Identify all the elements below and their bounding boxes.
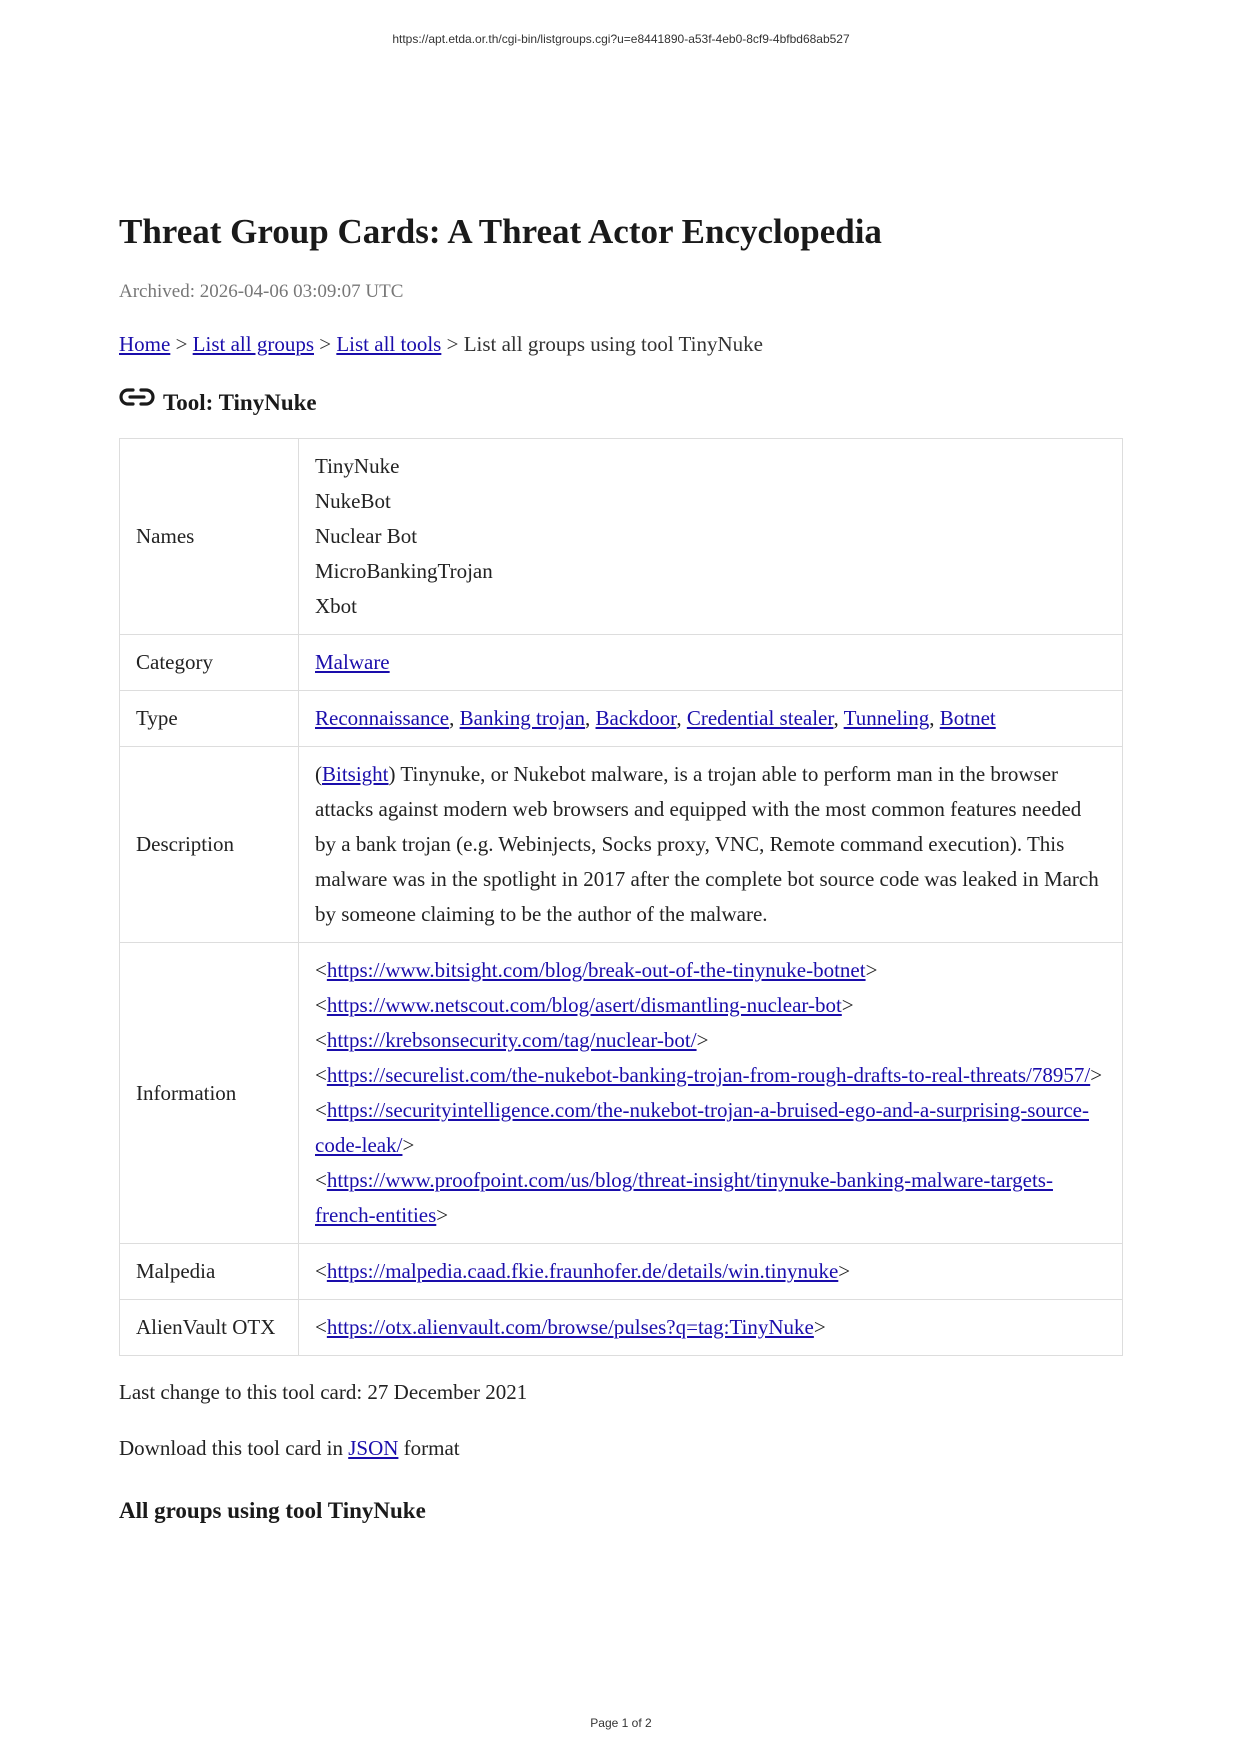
- type-backdoor-link[interactable]: Backdoor: [595, 706, 677, 730]
- breadcrumb-list-tools-link[interactable]: List all tools: [336, 332, 442, 356]
- breadcrumb-home-link[interactable]: Home: [119, 332, 171, 356]
- angle-open: <: [315, 1315, 327, 1339]
- name-item: Xbot: [315, 594, 357, 618]
- type-separator: ,: [585, 706, 596, 730]
- breadcrumb-list-groups-link[interactable]: List all groups: [192, 332, 314, 356]
- malpedia-cell: [299, 1244, 1123, 1300]
- information-cell: [299, 943, 1123, 1244]
- name-item: Nuclear Bot: [315, 524, 418, 548]
- download-suffix: format: [398, 1436, 460, 1460]
- information-link[interactable]: https://www.netscout.com/blog/asert/dismantling-nuclear-bot: [326, 993, 842, 1017]
- table-row-category: [120, 635, 1123, 691]
- angle-open: <: [315, 1168, 327, 1192]
- angle-close: >: [865, 958, 878, 982]
- type-label: Type: [120, 691, 299, 747]
- description-label: Description: [120, 747, 299, 943]
- breadcrumb-separator: >: [441, 332, 464, 356]
- type-separator: ,: [449, 706, 460, 730]
- description-paren-close: ): [388, 762, 396, 786]
- breadcrumb-separator: >: [170, 332, 193, 356]
- type-separator: ,: [676, 706, 687, 730]
- angle-close: >: [436, 1203, 449, 1227]
- names-label: Names: [120, 439, 299, 635]
- download-prefix: Download this tool card in: [119, 1436, 349, 1460]
- angle-open: <: [315, 993, 327, 1017]
- information-link[interactable]: https://www.bitsight.com/blog/break-out-of-the-tinynuke-botnet: [326, 958, 866, 982]
- table-row-information: [120, 943, 1123, 1244]
- description-text: Tinynuke, or Nukebot malware, is a trojan able to perform man in the browser attacks against modern web browsers and equipped with the most common features needed by a bank trojan (e.g. Webinjects, Socks proxy, VNC, Remote command execution). This malware was in the spotlight in 2017 after the complete bot source code was leaked in March by someone claiming to be the author of the malware.: [315, 762, 1099, 926]
- angle-open: <: [315, 958, 327, 982]
- angle-close: >: [838, 1259, 851, 1283]
- information-item: [315, 1058, 1106, 1093]
- table-row-otx: [120, 1300, 1123, 1356]
- print-page-number: Page 1 of 2: [590, 1716, 652, 1730]
- type-credential-stealer-link[interactable]: Credential stealer: [686, 706, 834, 730]
- angle-open: <: [315, 1098, 327, 1122]
- print-header-url: https://apt.etda.or.th/cgi-bin/listgroups.cgi?u=e8441890-a53f-4eb0-8cf9-4bfbd68ab527: [392, 32, 850, 46]
- information-item: [315, 1093, 1106, 1163]
- name-item: TinyNuke: [315, 454, 400, 478]
- category-cell: [299, 635, 1123, 691]
- information-link[interactable]: https://krebsonsecurity.com/tag/nuclear-bot/: [326, 1028, 697, 1052]
- link-icon: [119, 385, 155, 409]
- breadcrumb-current: List all groups using tool TinyNuke: [463, 332, 763, 356]
- category-malware-link[interactable]: Malware: [315, 650, 390, 674]
- last-change-text: Last change to this tool card: 27 December 2021: [119, 1380, 528, 1404]
- otx-link[interactable]: https://otx.alienvault.com/browse/pulses?q=tag:TinyNuke: [326, 1315, 814, 1339]
- page-title: Threat Group Cards: A Threat Actor Encyclopedia: [119, 212, 882, 251]
- tool-heading-text: Tool: TinyNuke: [163, 390, 317, 415]
- angle-open: <: [315, 1028, 327, 1052]
- table-row-names: [120, 439, 1123, 635]
- breadcrumb-separator: >: [314, 332, 337, 356]
- angle-close: >: [1090, 1063, 1103, 1087]
- information-item: [315, 953, 1106, 988]
- category-label: Category: [120, 635, 299, 691]
- information-item: [315, 1023, 1106, 1058]
- information-item: [315, 988, 1106, 1023]
- download-line: [119, 1434, 1123, 1462]
- type-banking-trojan-link[interactable]: Banking trojan: [459, 706, 586, 730]
- description-source-link[interactable]: Bitsight: [322, 762, 389, 786]
- name-item: MicroBankingTrojan: [315, 559, 493, 583]
- angle-close: >: [841, 993, 854, 1017]
- name-item: NukeBot: [315, 489, 391, 513]
- description-cell: [299, 747, 1123, 943]
- angle-open: <: [315, 1259, 327, 1283]
- angle-close: >: [402, 1133, 415, 1157]
- type-cell: [299, 691, 1123, 747]
- angle-open: <: [315, 1063, 327, 1087]
- information-link[interactable]: https://www.proofpoint.com/us/blog/threat-insight/tinynuke-banking-malware-targets-french-entities: [315, 1168, 1053, 1227]
- information-label: Information: [120, 943, 299, 1244]
- malpedia-link[interactable]: https://malpedia.caad.fkie.fraunhofer.de/details/win.tinynuke: [326, 1259, 839, 1283]
- names-cell: [299, 439, 1123, 635]
- download-json-link[interactable]: JSON: [348, 1436, 399, 1460]
- breadcrumb: [119, 330, 1123, 358]
- information-link[interactable]: https://securityintelligence.com/the-nukebot-trojan-a-bruised-ego-and-a-surprising-source-code-leak/: [315, 1098, 1089, 1157]
- table-row-malpedia: [120, 1244, 1123, 1300]
- tool-card-table: [119, 438, 1123, 1356]
- angle-close: >: [696, 1028, 709, 1052]
- otx-label: AlienVault OTX: [120, 1300, 299, 1356]
- malpedia-label: Malpedia: [120, 1244, 299, 1300]
- type-separator: ,: [833, 706, 844, 730]
- tool-heading: [119, 388, 1123, 418]
- type-tunneling-link[interactable]: Tunneling: [843, 706, 930, 730]
- table-row-type: [120, 691, 1123, 747]
- type-reconnaissance-link[interactable]: Reconnaissance: [315, 706, 450, 730]
- information-link[interactable]: https://securelist.com/the-nukebot-banking-trojan-from-rough-drafts-to-real-threats/78957/: [326, 1063, 1091, 1087]
- table-row-description: [120, 747, 1123, 943]
- angle-close: >: [813, 1315, 826, 1339]
- main-content: [119, 210, 1123, 1526]
- description-paren-open: (: [315, 762, 322, 786]
- type-separator: ,: [929, 706, 940, 730]
- information-item: [315, 1163, 1106, 1233]
- type-botnet-link[interactable]: Botnet: [939, 706, 996, 730]
- otx-cell: [299, 1300, 1123, 1356]
- archived-timestamp: Archived: 2026-04-06 03:09:07 UTC: [119, 281, 404, 302]
- all-groups-heading: All groups using tool TinyNuke: [119, 1498, 426, 1523]
